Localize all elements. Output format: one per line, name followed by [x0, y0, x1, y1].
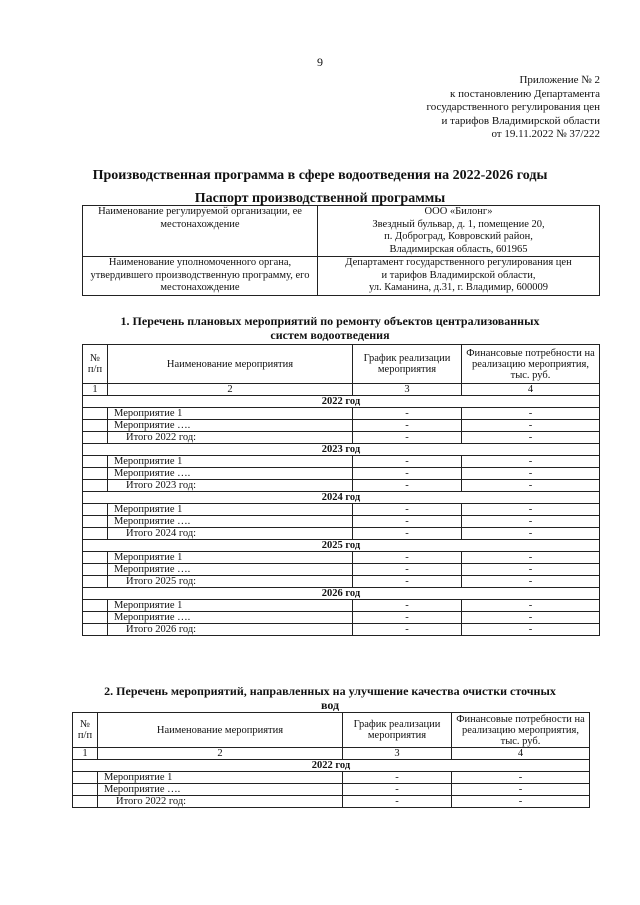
schedule-value: - [353, 564, 462, 576]
column-number-row [73, 748, 590, 760]
row-number-cell [83, 480, 108, 492]
year-label: 2026 год [83, 588, 600, 600]
passport-value-line: п. Доброград, Ковровский район, [384, 231, 533, 242]
column-number: 3 [353, 384, 462, 396]
header-cell: № п/п [73, 713, 98, 748]
row-number-cell [83, 504, 108, 516]
schedule-value: - [353, 468, 462, 480]
column-number: 1 [83, 384, 108, 396]
passport-value-line: и тарифов Владимирской области, [381, 269, 536, 281]
year-label: 2022 год [73, 760, 590, 772]
finance-value: - [462, 468, 600, 480]
activity-name: Итого 2026 год: [108, 624, 353, 636]
activity-name: Мероприятие …. [108, 612, 353, 624]
section2-title-line: вод [320, 698, 340, 712]
section2-title-line: 2. Перечень мероприятий, направленных на улучшение качества очистки сточных [104, 684, 556, 698]
finance-value: - [452, 796, 590, 808]
passport-subtitle: Паспорт производственной программы [194, 191, 446, 206]
table-row [83, 516, 600, 528]
table-row [83, 576, 600, 588]
finance-value: - [462, 552, 600, 564]
row-number-cell [83, 408, 108, 420]
passport-value-line: ул. Каманина, д.31, г. Владимир, 600009 [368, 282, 549, 293]
finance-value: - [462, 480, 600, 492]
table-row [83, 468, 600, 480]
schedule-value: - [353, 504, 462, 516]
year-row [83, 396, 600, 408]
table-row [83, 612, 600, 624]
activity-name: Мероприятие …. [108, 564, 353, 576]
finance-value: - [452, 772, 590, 784]
appendix-line: от 19.11.2022 № 37/222 [491, 128, 600, 140]
table-row [83, 564, 600, 576]
passport-value [318, 206, 600, 257]
finance-value: - [452, 784, 590, 796]
passport-row [83, 257, 600, 296]
schedule-value: - [353, 408, 462, 420]
passport-value-line: Владимирская область, 601965 [389, 243, 528, 255]
appendix-line: и тарифов Владимирской области [441, 114, 600, 127]
table-row [83, 420, 600, 432]
schedule-value: - [353, 420, 462, 432]
appendix-line: государственного регулирования цен [426, 101, 600, 113]
finance-value: - [462, 432, 600, 444]
row-number-cell [83, 456, 108, 468]
section2-title [70, 684, 590, 712]
header-cell: График реализации мероприятия [343, 713, 452, 748]
schedule-value: - [353, 600, 462, 612]
activity-name: Мероприятие …. [98, 784, 343, 796]
row-number-cell [83, 552, 108, 564]
header-cell: Наименование мероприятия [98, 713, 343, 748]
activity-name: Итого 2024 год: [108, 528, 353, 540]
year-label: 2025 год [83, 540, 600, 552]
passport-row [83, 206, 600, 257]
row-number-cell [83, 624, 108, 636]
activity-name: Итого 2022 год: [98, 796, 343, 808]
row-number-cell [73, 784, 98, 796]
passport-label: Наименование регулируемой организации, ее местонахождение [83, 206, 318, 257]
column-number-row [83, 384, 600, 396]
schedule-value: - [353, 552, 462, 564]
column-number: 3 [343, 748, 452, 760]
year-label: 2022 год [83, 396, 600, 408]
year-row [73, 760, 590, 772]
activity-name: Итого 2023 год: [108, 480, 353, 492]
finance-value: - [462, 420, 600, 432]
header-cell: Наименование мероприятия [108, 345, 353, 384]
finance-value: - [462, 504, 600, 516]
table-row [83, 480, 600, 492]
table-row [83, 600, 600, 612]
document-title: Производственная программа в сфере водоотведения на 2022-2026 годы [92, 168, 548, 183]
row-number-cell [83, 468, 108, 480]
passport-value-line: Звездный бульвар, д. 1, помещение 20, [372, 218, 545, 230]
header-cell: Финансовые потребности на реализацию мероприятия, тыс. руб. [452, 713, 590, 748]
table-row [83, 624, 600, 636]
row-number-cell [83, 564, 108, 576]
row-number-cell [83, 600, 108, 612]
column-number: 2 [108, 384, 353, 396]
passport-value-line: ООО «Билонг» [424, 206, 493, 217]
schedule-value: - [353, 528, 462, 540]
schedule-value: - [343, 772, 452, 784]
schedule-value: - [353, 576, 462, 588]
column-number: 1 [73, 748, 98, 760]
section1-title-line: 1. Перечень плановых мероприятий по ремонту объектов централизованных [120, 314, 540, 328]
column-number: 2 [98, 748, 343, 760]
table-row [83, 432, 600, 444]
appendix-line: Приложение № 2 [519, 74, 600, 86]
schedule-value: - [343, 784, 452, 796]
schedule-value: - [353, 456, 462, 468]
passport-value-line: Департамент государственного регулирования цен [345, 257, 572, 268]
schedule-value: - [353, 612, 462, 624]
header-cell: График реализации мероприятия [353, 345, 462, 384]
header-cell: Финансовые потребности на реализацию мероприятия, тыс. руб. [462, 345, 600, 384]
row-number-cell [83, 516, 108, 528]
appendix-block [380, 74, 600, 142]
activity-name: Мероприятие …. [108, 420, 353, 432]
table-row [73, 796, 590, 808]
section1-table [82, 344, 600, 636]
year-row [83, 588, 600, 600]
page-number: 9 [317, 55, 323, 69]
activity-name: Мероприятие 1 [98, 772, 343, 784]
activity-name: Мероприятие 1 [108, 456, 353, 468]
table-row [73, 784, 590, 796]
year-row [83, 492, 600, 504]
table-row [73, 772, 590, 784]
finance-value: - [462, 456, 600, 468]
row-number-cell [83, 612, 108, 624]
table-row [83, 456, 600, 468]
table-header-row [83, 345, 600, 384]
activity-name: Итого 2022 год: [108, 432, 353, 444]
activity-name: Мероприятие …. [108, 516, 353, 528]
header-cell: № п/п [83, 345, 108, 384]
section1-body [83, 396, 600, 636]
table-header-row [73, 713, 590, 748]
activity-name: Мероприятие 1 [108, 408, 353, 420]
finance-value: - [462, 600, 600, 612]
passport-table [82, 205, 600, 296]
year-label: 2023 год [83, 444, 600, 456]
activity-name: Мероприятие 1 [108, 600, 353, 612]
row-number-cell [73, 796, 98, 808]
finance-value: - [462, 576, 600, 588]
year-row [83, 540, 600, 552]
row-number-cell [83, 420, 108, 432]
year-row [83, 444, 600, 456]
table-row [83, 528, 600, 540]
schedule-value: - [353, 480, 462, 492]
activity-name: Итого 2025 год: [108, 576, 353, 588]
schedule-value: - [353, 516, 462, 528]
table-row [83, 408, 600, 420]
finance-value: - [462, 528, 600, 540]
activity-name: Мероприятие …. [108, 468, 353, 480]
finance-value: - [462, 624, 600, 636]
row-number-cell [83, 528, 108, 540]
appendix-line: к постановлению Департамента [449, 87, 600, 100]
activity-name: Мероприятие 1 [108, 504, 353, 516]
column-number: 4 [462, 384, 600, 396]
year-label: 2024 год [83, 492, 600, 504]
finance-value: - [462, 516, 600, 528]
schedule-value: - [353, 624, 462, 636]
section2-body [73, 760, 590, 808]
section1-title [70, 314, 590, 342]
activity-name: Мероприятие 1 [108, 552, 353, 564]
row-number-cell [73, 772, 98, 784]
section1-title-line: систем водоотведения [270, 328, 390, 342]
table-row [83, 504, 600, 516]
schedule-value: - [353, 432, 462, 444]
passport-value [318, 257, 600, 296]
schedule-value: - [343, 796, 452, 808]
column-number: 4 [452, 748, 590, 760]
passport-label: Наименование уполномоченного органа, утвердившего производственную программу, его местонахождение [83, 257, 318, 296]
section2-table [72, 712, 590, 808]
table-row [83, 552, 600, 564]
finance-value: - [462, 408, 600, 420]
row-number-cell [83, 432, 108, 444]
row-number-cell [83, 576, 108, 588]
finance-value: - [462, 612, 600, 624]
finance-value: - [462, 564, 600, 576]
